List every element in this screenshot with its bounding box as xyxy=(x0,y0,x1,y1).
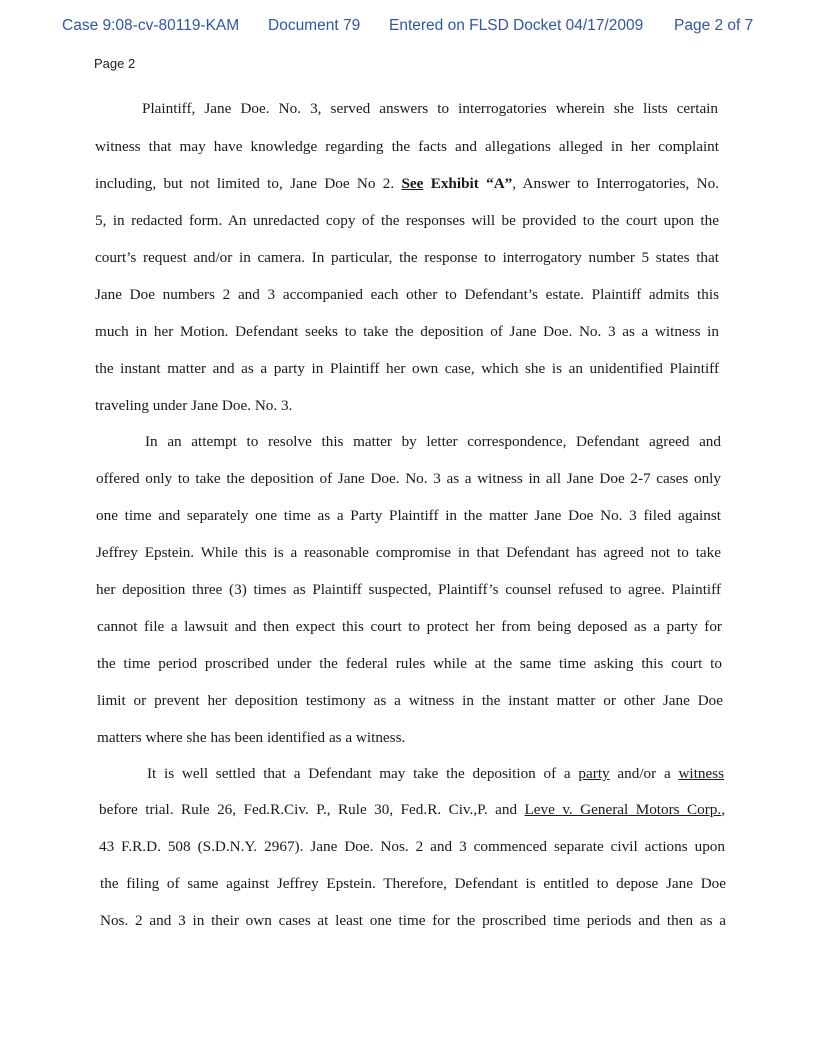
party-term: party xyxy=(578,765,610,782)
body-line: much in her Motion. Defendant seeks to take the deposition of Jane Doe. No. 3 as a witness in xyxy=(95,323,719,340)
witness-term: witness xyxy=(678,765,724,782)
body-line: 43 F.R.D. 508 (S.D.N.Y. 2967). Jane Doe. Nos. 2 and 3 commenced separate civil actions upon xyxy=(99,838,725,855)
case-citation: Leve v. General Motors Corp. xyxy=(524,801,722,818)
case-number: Case 9:08-cv-80119-KAM xyxy=(62,17,240,34)
see-signal: See xyxy=(401,175,424,192)
exhibit-reference: Exhibit “A” xyxy=(430,175,513,192)
body-line: the filing of same against Jeffrey Epstein. Therefore, Defendant is entitled to depose Jane Doe xyxy=(100,875,726,892)
document-number: Document 79 xyxy=(268,17,361,34)
body-line: limit or prevent her deposition testimony as a witness in the instant matter or other Jane Doe xyxy=(97,692,723,709)
body-line: matters where she has been identified as a witness. xyxy=(97,729,406,746)
body-line: offered only to take the deposition of Jane Doe. No. 3 as a witness in all Jane Doe 2-7 cases only xyxy=(96,470,721,487)
body-line: traveling under Jane Doe. No. 3. xyxy=(95,397,293,414)
body-line: In an attempt to resolve this matter by letter correspondence, Defendant agreed and xyxy=(145,433,721,450)
page-count: Page 2 of 7 xyxy=(674,17,754,34)
body-line: cannot file a lawsuit and then expect this court to protect her from being deposed as a party for xyxy=(97,618,722,635)
body-line: Jane Doe numbers 2 and 3 accompanied each other to Defendant’s estate. Plaintiff admits this xyxy=(95,286,719,303)
body-line: witness that may have knowledge regarding the facts and allegations alleged in her complaint xyxy=(95,138,719,155)
body-line: her deposition three (3) times as Plaintiff suspected, Plaintiff’s counsel refused to agree. Plaintiff xyxy=(96,581,721,598)
docket-header xyxy=(62,17,762,39)
body-line: including, but not limited to, Jane Doe No 2. See Exhibit “A”, Answer to Interrogatories, No. xyxy=(95,175,719,192)
page-label: Page 2 xyxy=(94,56,136,71)
body-line: Nos. 2 and 3 in their own cases at least one time for the proscribed time periods and then as a xyxy=(100,912,726,929)
body-line: Jeffrey Epstein. While this is a reasonable compromise in that Defendant has agreed not to take xyxy=(96,544,721,561)
body-line: the time period proscribed under the federal rules while at the same time asking this court to xyxy=(97,655,722,672)
body-line: the instant matter and as a party in Plaintiff her own case, which she is an unidentified Plaintiff xyxy=(95,360,719,377)
body-line: 5, in redacted form. An unredacted copy of the responses will be provided to the court upon the xyxy=(95,212,719,229)
body-line: before trial. Rule 26, Fed.R.Civ. P., Rule 30, Fed.R. Civ.,P. and Leve v. General Motors Corp., xyxy=(99,801,725,818)
body-line: court’s request and/or in camera. In particular, the response to interrogatory number 5 states that xyxy=(95,249,719,266)
docket-entry-date: Entered on FLSD Docket 04/17/2009 xyxy=(389,17,644,34)
body-line: It is well settled that a Defendant may take the deposition of a party and/or a witness xyxy=(147,765,724,782)
body-line: one time and separately one time as a Party Plaintiff in the matter Jane Doe No. 3 filed against xyxy=(96,507,721,524)
body-line: Plaintiff, Jane Doe. No. 3, served answers to interrogatories wherein she lists certain xyxy=(142,100,718,117)
